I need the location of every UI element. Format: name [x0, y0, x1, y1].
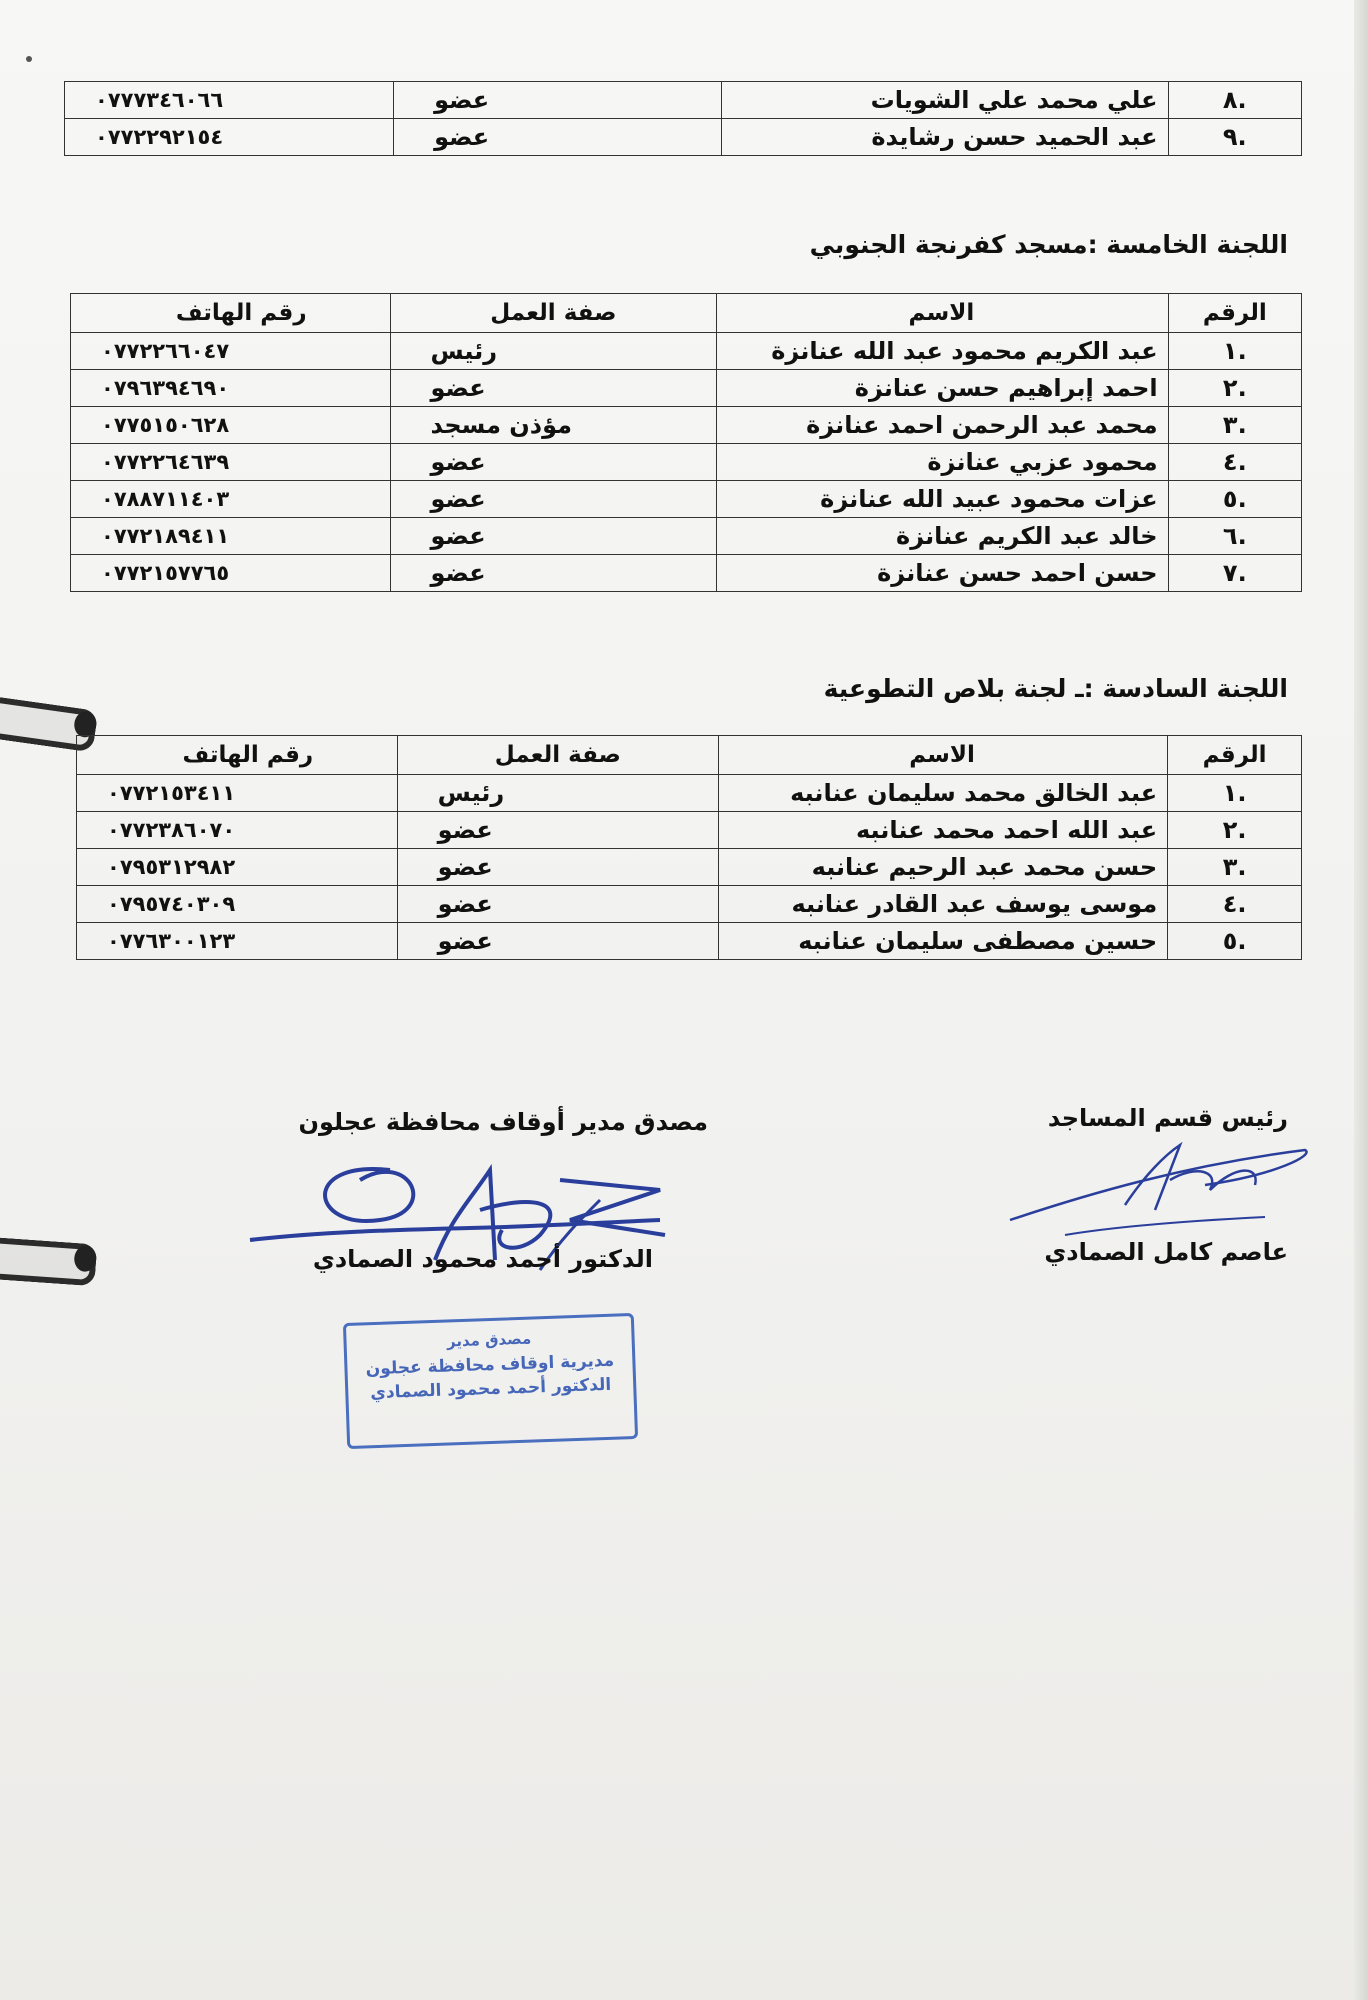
member-phone: ٠٧٧٢٢٦٦٠٤٧: [71, 333, 391, 370]
header-name: الاسم: [719, 736, 1168, 775]
header-role: صفة العمل: [397, 736, 718, 775]
table-row: [71, 407, 1302, 444]
row-number: .٤: [1168, 886, 1302, 923]
member-role: عضو: [394, 119, 722, 156]
approver-name: الدكتور أحمد محمود الصمادي: [312, 1245, 653, 1273]
member-role: مؤذن مسجد: [390, 407, 717, 444]
stamp-line: الدكتور أحمد محمود الصمادي: [370, 1374, 612, 1404]
binder-ring-bottom: [0, 1236, 97, 1287]
row-number: .٢: [1168, 370, 1301, 407]
member-phone: ٠٧٧٢١٥٣٤١١: [77, 775, 398, 812]
committee-heading: اللجنة السادسة :ـ لجنة بلاص التطوعية: [823, 674, 1288, 703]
approver-title: مصدق مدير أوقاف محافظة عجلون: [298, 1108, 708, 1136]
table-row: [71, 555, 1302, 592]
member-phone: ٠٧٩٥٧٤٠٣٠٩: [77, 886, 398, 923]
member-name: موسى يوسف عبد القادر عنانبه: [719, 886, 1168, 923]
table-row: [71, 370, 1302, 407]
member-role: عضو: [390, 481, 717, 518]
member-phone: ٠٧٧٢٢٩٢١٥٤: [65, 119, 394, 156]
table-row: [71, 444, 1302, 481]
department-head-title: رئيس قسم المساجد: [1047, 1104, 1288, 1132]
header-phone: رقم الهاتف: [71, 294, 391, 333]
department-head-signature: [1005, 1125, 1325, 1245]
table-row: [77, 775, 1302, 812]
member-role: عضو: [390, 518, 717, 555]
member-name: محمود عزبي عنانزة: [717, 444, 1168, 481]
member-name: عبد الحميد حسن رشايدة: [722, 119, 1168, 156]
table-header-row: [77, 736, 1302, 775]
row-number: .٦: [1168, 518, 1301, 555]
member-role: عضو: [394, 82, 722, 119]
member-role: عضو: [390, 370, 717, 407]
header-number: الرقم: [1168, 736, 1302, 775]
member-name: علي محمد علي الشويات: [722, 82, 1168, 119]
table-row: [77, 923, 1302, 960]
members-table-continued: [64, 81, 1302, 156]
header-phone: رقم الهاتف: [77, 736, 398, 775]
committee6-table: [76, 735, 1302, 960]
row-number: .٧: [1168, 555, 1301, 592]
page-edge: [1354, 0, 1368, 2000]
member-phone: ٠٧٩٥٣١٢٩٨٢: [77, 849, 398, 886]
member-role: عضو: [397, 812, 718, 849]
member-name: حسن محمد عبد الرحيم عنانبه: [719, 849, 1168, 886]
row-number: .٣: [1168, 407, 1301, 444]
table-header-row: [71, 294, 1302, 333]
member-name: عزات محمود عبيد الله عنانزة: [717, 481, 1168, 518]
punch-dot: [26, 56, 32, 62]
member-role: عضو: [397, 886, 718, 923]
member-phone: ٠٧٧٢٣٨٦٠٧٠: [77, 812, 398, 849]
member-name: عبد الله احمد محمد عنانبه: [719, 812, 1168, 849]
member-phone: ٠٧٧٢١٥٧٧٦٥: [71, 555, 391, 592]
table-row: [71, 518, 1302, 555]
member-phone: ٠٧٧٢٢٦٤٦٣٩: [71, 444, 391, 481]
member-name: خالد عبد الكريم عنانزة: [717, 518, 1168, 555]
member-phone: ٠٧٩٦٣٩٤٦٩٠: [71, 370, 391, 407]
member-role: عضو: [390, 555, 717, 592]
row-number: .٥: [1168, 481, 1301, 518]
member-phone: ٠٧٧٥١٥٠٦٢٨: [71, 407, 391, 444]
table-row: [77, 886, 1302, 923]
department-head-name: عاصم كامل الصمادي: [1044, 1238, 1288, 1266]
row-number: .٨: [1168, 82, 1301, 119]
member-role: عضو: [390, 444, 717, 481]
member-name: احمد إبراهيم حسن عنانزة: [717, 370, 1168, 407]
table-row: [71, 333, 1302, 370]
committee-heading: اللجنة الخامسة :مسجد كفرنجة الجنوبي: [809, 230, 1288, 259]
member-phone: ٠٧٧٧٣٤٦٠٦٦: [65, 82, 394, 119]
member-role: عضو: [397, 849, 718, 886]
stamp-line: مديرية اوقاف محافظة عجلون: [365, 1350, 615, 1380]
table-row: [65, 82, 1302, 119]
table-row: [71, 481, 1302, 518]
member-name: حسين مصطفى سليمان عنانبه: [719, 923, 1168, 960]
row-number: .١: [1168, 333, 1301, 370]
row-number: .١: [1168, 775, 1302, 812]
row-number: .٤: [1168, 444, 1301, 481]
row-number: .٢: [1168, 812, 1302, 849]
official-stamp: [343, 1313, 638, 1449]
member-phone: ٠٧٧٢١٨٩٤١١: [71, 518, 391, 555]
header-name: الاسم: [717, 294, 1168, 333]
member-role: رئيس: [390, 333, 717, 370]
committee5-table: [70, 293, 1302, 592]
row-number: .٣: [1168, 849, 1302, 886]
header-role: صفة العمل: [390, 294, 717, 333]
member-name: عبد الخالق محمد سليمان عنانبه: [719, 775, 1168, 812]
member-phone: ٠٧٧٦٣٠٠١٢٣: [77, 923, 398, 960]
member-name: حسن احمد حسن عنانزة: [717, 555, 1168, 592]
stamp-line: مصدق مدير: [446, 1329, 532, 1351]
binder-ring-cap: [73, 1245, 97, 1272]
member-role: عضو: [397, 923, 718, 960]
table-row: [77, 849, 1302, 886]
row-number: .٥: [1168, 923, 1302, 960]
header-number: الرقم: [1168, 294, 1301, 333]
member-phone: ٠٧٨٨٧١١٤٠٣: [71, 481, 391, 518]
member-name: محمد عبد الرحمن احمد عنانزة: [717, 407, 1168, 444]
table-row: [77, 812, 1302, 849]
member-role: رئيس: [397, 775, 718, 812]
row-number: .٩: [1168, 119, 1301, 156]
table-row: [65, 119, 1302, 156]
member-name: عبد الكريم محمود عبد الله عنانزة: [717, 333, 1168, 370]
